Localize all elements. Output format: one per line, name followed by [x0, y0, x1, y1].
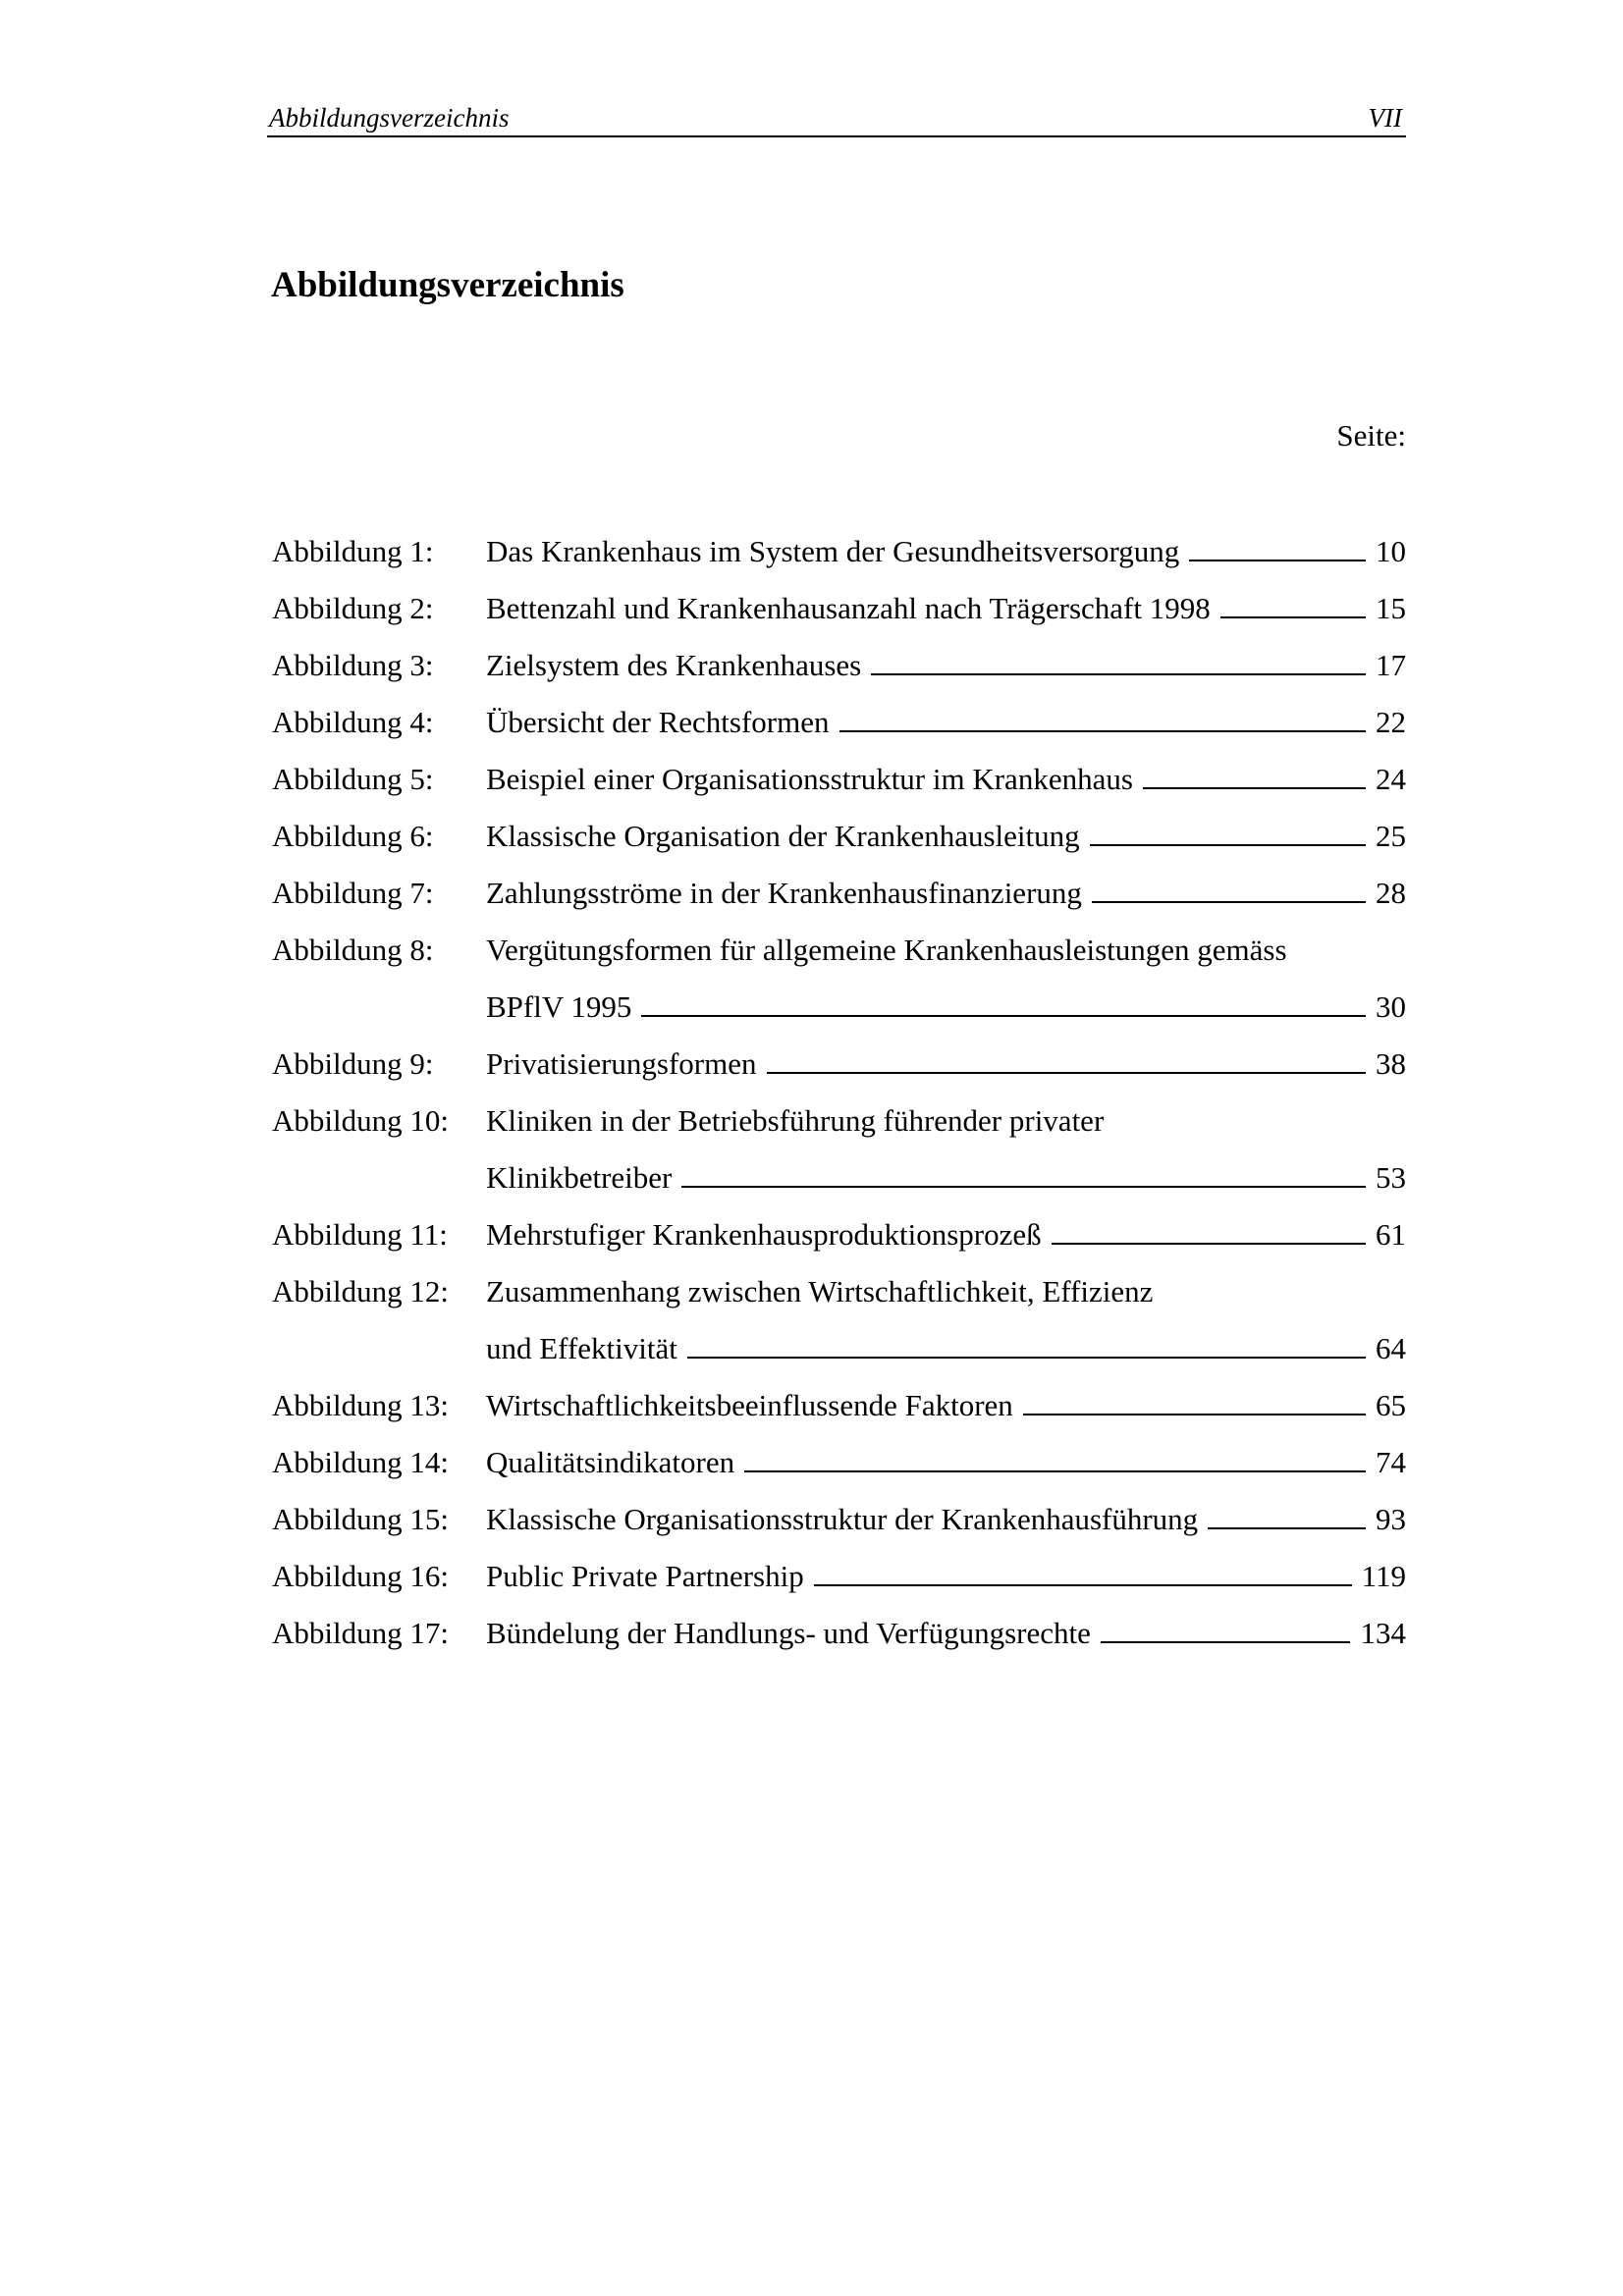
running-header-page-number: VII	[1368, 103, 1402, 133]
figure-list-line	[272, 1263, 1406, 1320]
figure-page-number: 24	[1376, 762, 1406, 796]
figure-list-line	[272, 580, 1406, 637]
figure-list-entry	[272, 637, 1406, 694]
figure-list	[272, 523, 1406, 1662]
leader-line	[839, 730, 1366, 732]
figure-list-entry	[272, 523, 1406, 580]
figure-list-line	[272, 1605, 1406, 1662]
figure-label: Abbildung 6:	[272, 819, 434, 853]
figure-title: Vergütungsformen für allgemeine Krankenhausleistungen gemäss	[486, 933, 1287, 967]
figure-label: Abbildung 5:	[272, 762, 434, 796]
figure-page-number: 93	[1376, 1502, 1406, 1536]
figure-page-number: 134	[1360, 1616, 1406, 1650]
figure-title: Bündelung der Handlungs- und Verfügungsrechte	[486, 1616, 1091, 1650]
figure-title: BPflV 1995	[486, 989, 632, 1024]
page-title: Abbildungsverzeichnis	[271, 265, 624, 305]
page-column-label: Seite:	[1336, 418, 1406, 453]
figure-page-number: 28	[1376, 876, 1406, 910]
figure-label: Abbildung 9:	[272, 1046, 434, 1081]
figure-page-number: 38	[1376, 1046, 1406, 1081]
figure-title: Kliniken in der Betriebsführung führender privater	[486, 1103, 1105, 1138]
figure-label: Abbildung 7:	[272, 876, 434, 910]
figure-list-entry	[272, 1263, 1406, 1377]
figure-title: Beispiel einer Organisationsstruktur im Krankenhaus	[486, 762, 1133, 796]
figure-list-line	[272, 1149, 1406, 1206]
figure-page-number: 10	[1376, 534, 1406, 568]
figure-label: Abbildung 16:	[272, 1559, 449, 1593]
figure-list-line	[272, 1548, 1406, 1605]
leader-line	[1101, 1641, 1350, 1643]
figure-title: Das Krankenhaus im System der Gesundheitsversorgung	[486, 534, 1180, 568]
figure-label: Abbildung 12:	[272, 1274, 449, 1308]
leader-line	[687, 1357, 1366, 1359]
figure-list-entry	[272, 808, 1406, 865]
figure-list-line	[272, 751, 1406, 808]
figure-title: Übersicht der Rechtsformen	[486, 705, 830, 739]
figure-page-number: 30	[1376, 989, 1406, 1024]
figure-page-number: 53	[1376, 1160, 1406, 1195]
figure-title: Klinikbetreiber	[486, 1160, 673, 1195]
figure-list-entry	[272, 580, 1406, 637]
figure-list-entry	[272, 1605, 1406, 1662]
figure-list-entry	[272, 751, 1406, 808]
figure-page-number: 17	[1376, 648, 1406, 682]
leader-line	[1189, 560, 1366, 561]
figure-title: Zusammenhang zwischen Wirtschaftlichkeit, Effizienz	[486, 1274, 1154, 1308]
figure-list-line	[272, 1377, 1406, 1434]
leader-line	[681, 1186, 1366, 1188]
leader-line	[871, 673, 1366, 675]
figure-page-number: 74	[1376, 1445, 1406, 1479]
figure-label: Abbildung 2:	[272, 591, 434, 625]
figure-label: Abbildung 4:	[272, 705, 434, 739]
figure-list-line	[272, 694, 1406, 751]
figure-list-entry	[272, 1093, 1406, 1206]
figure-list-line	[272, 979, 1406, 1036]
leader-line	[1023, 1414, 1366, 1415]
figure-list-line	[272, 637, 1406, 694]
figure-page-number: 65	[1376, 1388, 1406, 1422]
figure-label: Abbildung 13:	[272, 1388, 449, 1422]
figure-list-line	[272, 808, 1406, 865]
figure-label: Abbildung 8:	[272, 933, 434, 967]
figure-list-line	[272, 1036, 1406, 1093]
leader-line	[744, 1470, 1366, 1472]
leader-line	[1092, 901, 1366, 903]
figure-title: Klassische Organisationsstruktur der Krankenhausführung	[486, 1502, 1199, 1536]
figure-label: Abbildung 15:	[272, 1502, 449, 1536]
running-header-title: Abbildungsverzeichnis	[269, 103, 510, 133]
figure-page-number: 22	[1376, 705, 1406, 739]
figure-page-number: 15	[1376, 591, 1406, 625]
figure-list-entry	[272, 1548, 1406, 1605]
figure-list-line	[272, 1434, 1406, 1491]
figure-label: Abbildung 3:	[272, 648, 434, 682]
figure-list-line	[272, 1491, 1406, 1548]
figure-title: Zahlungsströme in der Krankenhausfinanzierung	[486, 876, 1082, 910]
figure-title: Wirtschaftlichkeitsbeeinflussende Faktoren	[486, 1388, 1013, 1422]
figure-page-number: 64	[1376, 1331, 1406, 1365]
figure-label: Abbildung 1:	[272, 534, 434, 568]
figure-title: Klassische Organisation der Krankenhausleitung	[486, 819, 1080, 853]
figure-title: Bettenzahl und Krankenhausanzahl nach Trägerschaft 1998	[486, 591, 1211, 625]
figure-list-entry	[272, 1036, 1406, 1093]
figure-page-number: 119	[1361, 1559, 1406, 1593]
figure-list-entry	[272, 1206, 1406, 1263]
figure-list-entry	[272, 922, 1406, 1036]
leader-line	[767, 1072, 1366, 1074]
leader-line	[1090, 844, 1366, 846]
figure-list-line	[272, 1206, 1406, 1263]
figure-title: Zielsystem des Krankenhauses	[486, 648, 862, 682]
figure-label: Abbildung 17:	[272, 1616, 449, 1650]
running-header	[267, 98, 1406, 137]
figure-label: Abbildung 11:	[272, 1217, 448, 1252]
figure-list-entry	[272, 694, 1406, 751]
figure-title: und Effektivität	[486, 1331, 677, 1365]
figure-list-line	[272, 1320, 1406, 1377]
figure-label: Abbildung 10:	[272, 1103, 449, 1138]
figure-page-number: 25	[1376, 819, 1406, 853]
leader-line	[1220, 616, 1366, 618]
figure-list-entry	[272, 1377, 1406, 1434]
figure-title: Mehrstufiger Krankenhausproduktionsprozeß	[486, 1217, 1042, 1252]
figure-title: Privatisierungsformen	[486, 1046, 757, 1081]
leader-line	[1208, 1527, 1366, 1529]
figure-title: Public Private Partnership	[486, 1559, 804, 1593]
figure-list-entry	[272, 1491, 1406, 1548]
leader-line	[641, 1015, 1366, 1017]
figure-list-line	[272, 1093, 1406, 1149]
figure-list-line	[272, 865, 1406, 922]
figure-list-entry	[272, 865, 1406, 922]
leader-line	[814, 1584, 1352, 1586]
leader-line	[1052, 1243, 1366, 1245]
figure-label: Abbildung 14:	[272, 1445, 449, 1479]
figure-title: Qualitätsindikatoren	[486, 1445, 735, 1479]
figure-list-entry	[272, 1434, 1406, 1491]
figure-page-number: 61	[1376, 1217, 1406, 1252]
leader-line	[1143, 787, 1366, 789]
figure-list-line	[272, 922, 1406, 979]
figure-list-line	[272, 523, 1406, 580]
